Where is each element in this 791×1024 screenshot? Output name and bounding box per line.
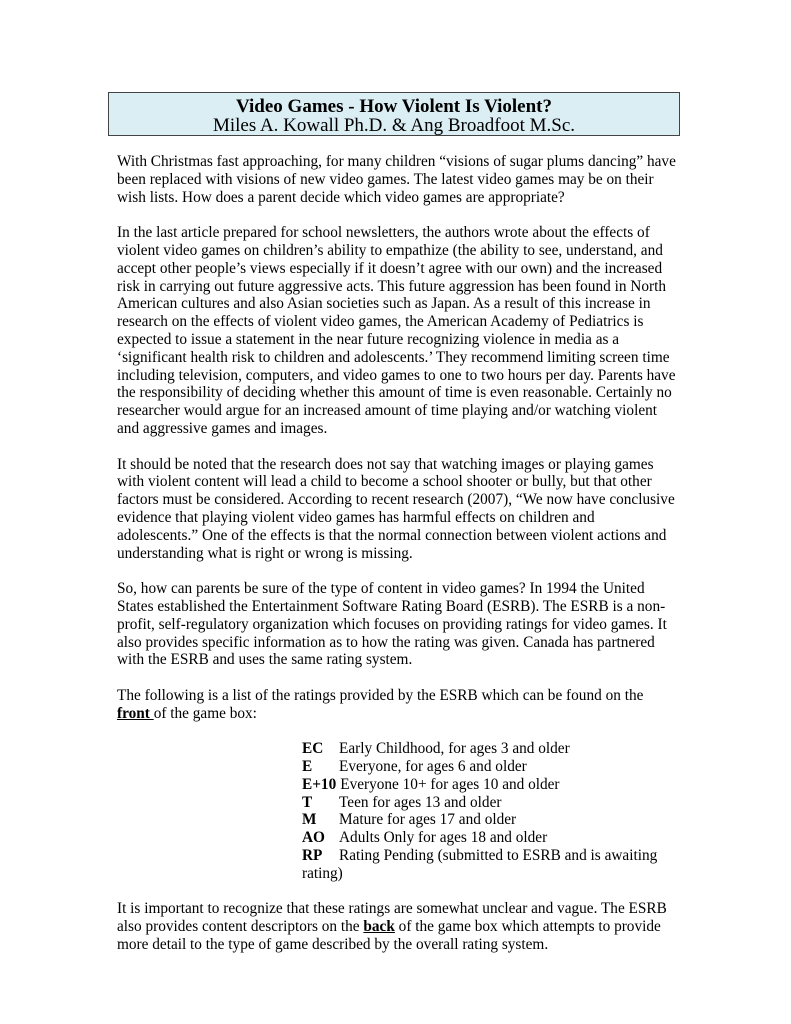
rating-desc: Early Childhood, for ages 3 and older: [339, 740, 570, 758]
rating-item: [302, 847, 677, 883]
rating-code: E+10: [302, 775, 337, 793]
rating-desc: Mature for ages 17 and older: [339, 811, 517, 829]
rating-code: AO: [302, 829, 325, 847]
rating-item: [302, 740, 677, 758]
ratings-intro-text: The following is a list of the ratings provided by the ESRB which can be found on the: [117, 686, 644, 704]
rating-desc: Everyone, for ages 6 and older: [339, 758, 527, 776]
back-emphasis: back: [363, 918, 395, 936]
rating-code: T: [302, 793, 313, 811]
rating-item: [302, 758, 677, 776]
paragraph-intro: With Christmas fast approaching, for many children “visions of sugar plums dancing” have been replaced with visions of new video games. The latest video games may be on their wish lists. How does a parent decide which video games are appropriate?: [117, 153, 676, 206]
rating-desc: Rating Pending (submitted to ESRB and is awaiting rating): [302, 847, 658, 882]
paragraph-caveat: It should be noted that the research does not say that watching images or playing games with violent content will lead a child to become a school shooter or bully, but that other factors must be considered. According to recent research (2007), “We now have conclusive evidence that playing violent video games has harmful effects on children and adolescents.” One of the effects is that the normal connection between violent actions and understanding what is right or wrong is missing.: [117, 455, 675, 562]
descriptors-tail: of the game box which attempts to provide more detail to the type of game described by the overall rating system.: [117, 918, 661, 954]
paragraph-descriptors: [117, 900, 677, 953]
front-emphasis: front: [117, 704, 154, 722]
article-body: [117, 153, 677, 972]
rating-code: RP: [302, 847, 323, 865]
paragraph-research: In the last article prepared for school newsletters, the authors wrote about the effects of violent video games on children’s ability to empathize (the ability to see, understand, and accept other people’s views especially if it doesn’t agree with our own) and the increased risk in carrying out future aggressive acts. This future aggression has been found in North American cultures and also Asian societies such as Japan. As a result of this increase in research on the effects of violent video games, the American Academy of Pediatrics is expected to issue a statement in the near future recognizing violence in media as a ‘significant health risk to children and adolescents.’ They recommend limiting screen time including television, computers, and video games to one to two hours per day. Parents have the responsibility of deciding whether this amount of time is even reasonable. Certainly no researcher would argue for an increased amount of time playing and/or watching violent and aggressive games and images.: [117, 224, 676, 437]
rating-code: EC: [302, 740, 324, 758]
paragraph-esrb: So, how can parents be sure of the type of content in video games? In 1994 the United States established the Entertainment Software Rating Board (ESRB). The ESRB is a non-profit, self-regulatory organization which focuses on providing ratings for video games. It also provides specific information as to how the rating was given. Canada has partnered with the ESRB and uses the same rating system.: [117, 580, 667, 669]
ratings-intro-tail: of the game box:: [153, 704, 257, 722]
paragraph-ratings-intro: [117, 687, 677, 723]
authors-line: Miles A. Kowall Ph.D. & Ang Broadfoot M.Sc.: [212, 115, 576, 136]
rating-item: [302, 811, 677, 829]
page-title: Video Games - How Violent Is Violent?: [236, 96, 552, 117]
ratings-list: [302, 740, 677, 882]
rating-item: [302, 776, 677, 794]
rating-item: [302, 794, 677, 812]
rating-code: M: [302, 811, 317, 829]
title-box: [108, 92, 680, 136]
rating-code: E: [302, 758, 313, 776]
rating-desc: Everyone 10+ for ages 10 and older: [340, 775, 560, 793]
descriptors-text: It is important to recognize that these ratings are somewhat unclear and vague. The ESRB also provides content descriptors on the: [117, 900, 667, 936]
rating-item: [302, 829, 677, 847]
rating-desc: Teen for ages 13 and older: [339, 793, 502, 811]
rating-desc: Adults Only for ages 18 and older: [339, 829, 548, 847]
